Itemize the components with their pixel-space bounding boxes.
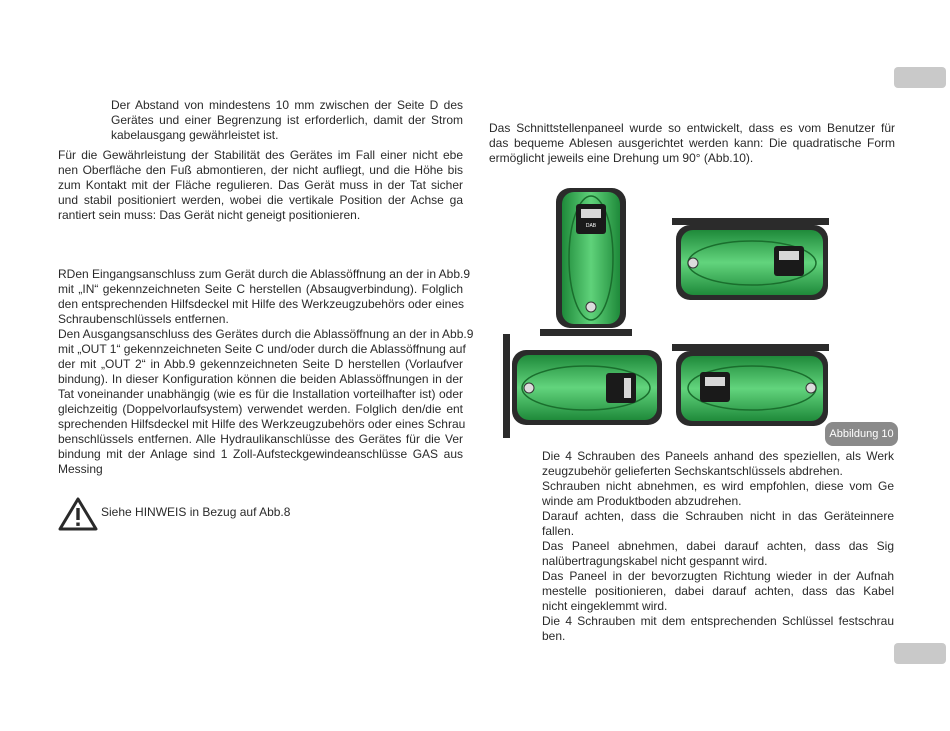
wall-left	[503, 334, 510, 438]
right-paragraph-1: Das Schnittstellenpaneel wurde so entwickelt, dass es vom Benutzer für das bequeme Ablesen ausgerichtet werden kann: Die quadratische Form ermöglicht jeweils eine Drehung um 90° (Abb.10).	[489, 121, 895, 165]
pump-vertical	[556, 188, 626, 328]
svg-text:DAB: DAB	[585, 223, 597, 229]
left-paragraph-2: Für die Gewährleistung der Stabilität des Gerätes im Fall einer nicht ebe nen Oberfläche den Fuß abmontieren, der nicht aufliegt, und die Höhe bis zum Kontakt mit der Fläche regulieren. Das Gerät muss in der Tat sicher und stabil positioniert werden, wobei die vertikale Position der Achse ga rantiert sein muss: Das Gerät nicht geneigt positionieren.	[58, 148, 463, 222]
wall-top-right	[672, 218, 829, 225]
floor-vertical-pump	[540, 329, 632, 336]
pump-horizontal-bottom-left	[512, 350, 662, 425]
warning-icon	[58, 497, 98, 531]
figure-10-pumps	[500, 180, 900, 442]
left-paragraph-1: Der Abstand von mindestens 10 mm zwischen der Seite D des Gerätes und einer Begrenzung ist erforderlich, damit der Strom kabelausgang gewährleistet ist.	[111, 98, 463, 142]
pump-horizontal-bottom-right	[676, 351, 828, 426]
right-steps: Die 4 Schrauben des Paneels anhand des speziellen, als Werk zeugzubehör gelieferten Sechskantschlüssels abdrehen. Schrauben nicht abnehmen, es wird empfohlen, diese vom Ge winde am Produktboden abzudrehen. Darauf achten, dass die Schrauben nicht in das Geräteinnere fallen. Das Paneel abnehmen, dabei darauf achten, dass das Sig nalübertragungskabel nicht gespannt wird. Das Paneel in der bevorzugten Richtung wieder in der Aufnah mestelle positionieren, dabei darauf achten, dass das Kabel nicht eingeklemmt wird. Die 4 Schrauben mit dem entsprechenden Schlüssel festschrau ben.	[542, 449, 894, 643]
page-tab-top	[894, 67, 946, 88]
left-paragraph-3: RDen Eingangsanschluss zum Gerät durch die Ablassöffnung an der in Abb.9 mit „IN“ gekennzeichneten Seite C herstellen (Absaugverbindung). Folglich den entsprechenden Hilfsdeckel mit Hilfe des Werkzeugzubehörs oder eines Schraubenschlüssels entfernen. Den Ausgangsanschluss des Gerätes durch die Ablassöffnung an der in Abb.9 mit „OUT 1“ gekennzeichneten Seite C und/oder durch die Ablassöffnung auf der mit „OUT 2“ in Abb.9 gekennzeichneten Seite D herstellen (Vorlaufver bindung). In dieser Konfiguration können die beiden Ablassöffnungen in der Tat voneinander unabhängig (wie es für die Installation vorteilhafter ist) oder gleichzeitig (Doppelvorlaufsystem) verwendet werden. Folglich den/die ent sprechenden Hilfsdeckel mit Hilfe des Werkzeugzubehörs oder eines Schrau benschlüssels entfernen. Alle Hydraulikanschlüsse des Gerätes für die Ver bindung mit der Anlage sind 1 Zoll-Aufsteckgewindeanschlüsse GAS aus Messing	[58, 267, 474, 476]
warning-text: Siehe HINWEIS in Bezug auf Abb.8	[101, 505, 291, 519]
wall-bottom-right	[672, 344, 829, 351]
pump-horizontal-top	[676, 225, 828, 300]
figure-caption: Abbildung 10	[825, 422, 898, 446]
page-tab-bottom	[894, 643, 946, 664]
